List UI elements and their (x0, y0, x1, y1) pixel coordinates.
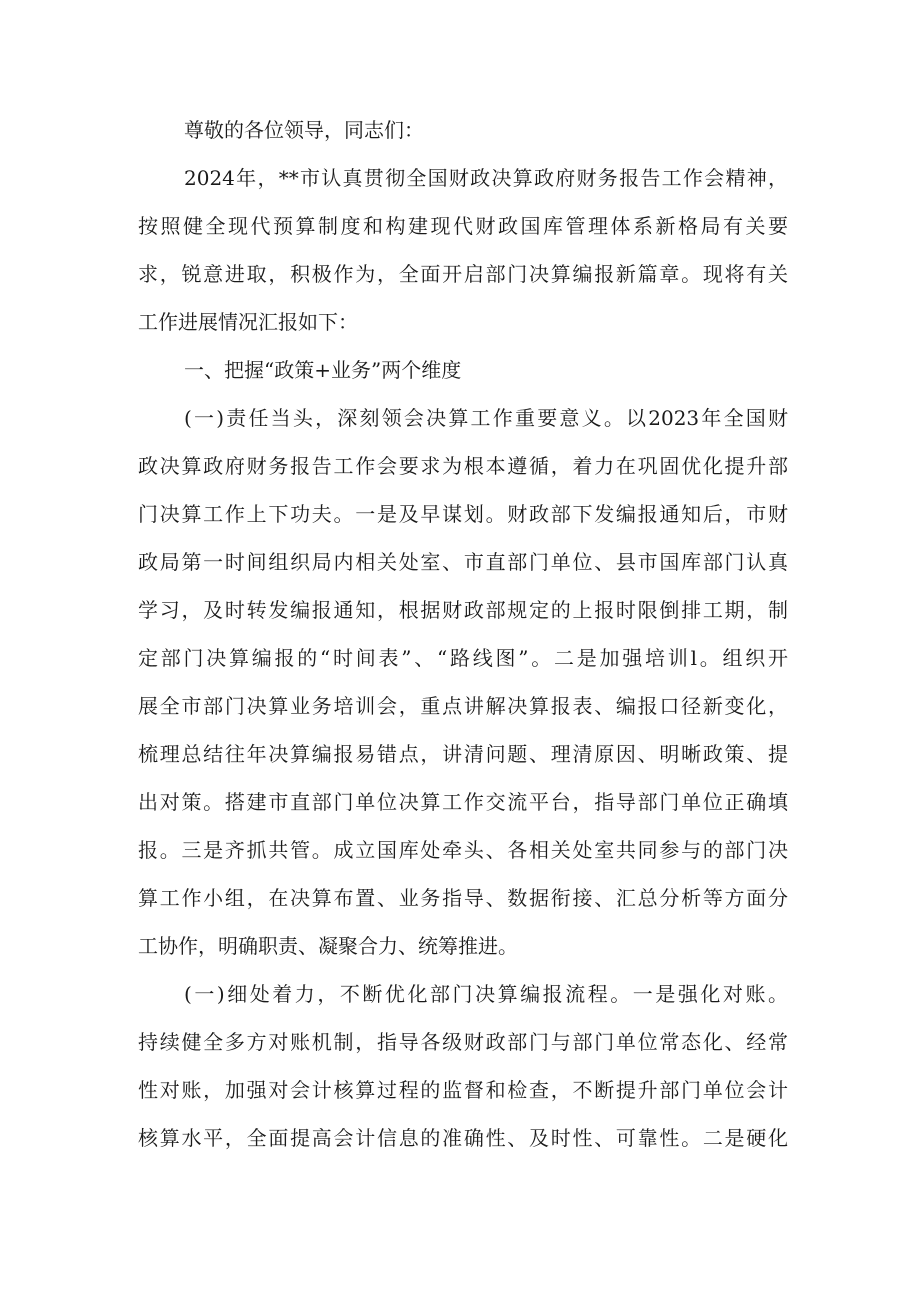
document-body (138, 106, 788, 1162)
intro-line: 求，锐意进取，积极作为，全面开启部门决算编报新篇章。现将有关 (138, 262, 788, 286)
paragraph-line: 政局第一时间组织局内相关处室、市直部门单位、县市国库部门认真 (138, 550, 788, 574)
intro-paragraph (138, 154, 788, 346)
paragraph-line: 性对账，加强对会计核算过程的监督和检查，不断提升部门单位会计 (138, 1078, 788, 1102)
paragraph-line: 核算水平，全面提高会计信息的准确性、及时性、可靠性。二是硬化 (138, 1126, 788, 1150)
intro-line: 按照健全现代预算制度和构建现代财政国库管理体系新格局有关要 (138, 214, 788, 238)
paragraph-line: 算工作小组，在决算布置、业务指导、数据衔接、汇总分析等方面分 (138, 886, 788, 910)
paragraph-line: 定部门决算编报的“时间表”、“路线图”。二是加强培训l。组织开 (138, 646, 788, 670)
paragraph-line: 梳理总结往年决算编报易错点，讲清问题、理清原因、明晰政策、提 (138, 742, 788, 766)
paragraph-line: 工协作，明确职责、凝聚合力、统筹推进。 (138, 934, 518, 958)
paragraph-line: 门决算工作上下功夫。一是及早谋划。财政部下发编报通知后，市财 (138, 502, 788, 526)
section-heading: 一、把握“政策+业务”两个维度 (184, 358, 462, 382)
paragraph-1 (138, 394, 788, 970)
paragraph-line: (一)细处着力，不断优化部门决算编报流程。一是强化对账。 (184, 982, 788, 1006)
paragraph-line: 政决算政府财务报告工作会要求为根本遵循，着力在巩固优化提升部 (138, 454, 788, 478)
paragraph-line: 展全市部门决算业务培训会，重点讲解决算报表、编报口径新变化， (138, 694, 788, 718)
intro-line: 工作进展情况汇报如下： (138, 310, 358, 334)
paragraph-line: 报。三是齐抓共管。成立国库处牵头、各相关处室共同参与的部门决 (138, 838, 788, 862)
paragraph-line: 持续健全多方对账机制，指导各级财政部门与部门单位常态化、经常 (138, 1030, 788, 1054)
paragraph-line: 出对策。搭建市直部门单位决算工作交流平台，指导部门单位正确填 (138, 790, 788, 814)
salutation: 尊敬的各位领导，同志们： (184, 118, 424, 142)
paragraph-2 (138, 970, 788, 1162)
paragraph-line: 学习，及时转发编报通知，根据财政部规定的上报时限倒排工期，制 (138, 598, 788, 622)
intro-line: 2024年，**市认真贯彻全国财政决算政府财务报告工作会精神， (184, 166, 788, 190)
paragraph-line: (一)责任当头，深刻领会决算工作重要意义。以2023年全国财 (184, 406, 788, 430)
